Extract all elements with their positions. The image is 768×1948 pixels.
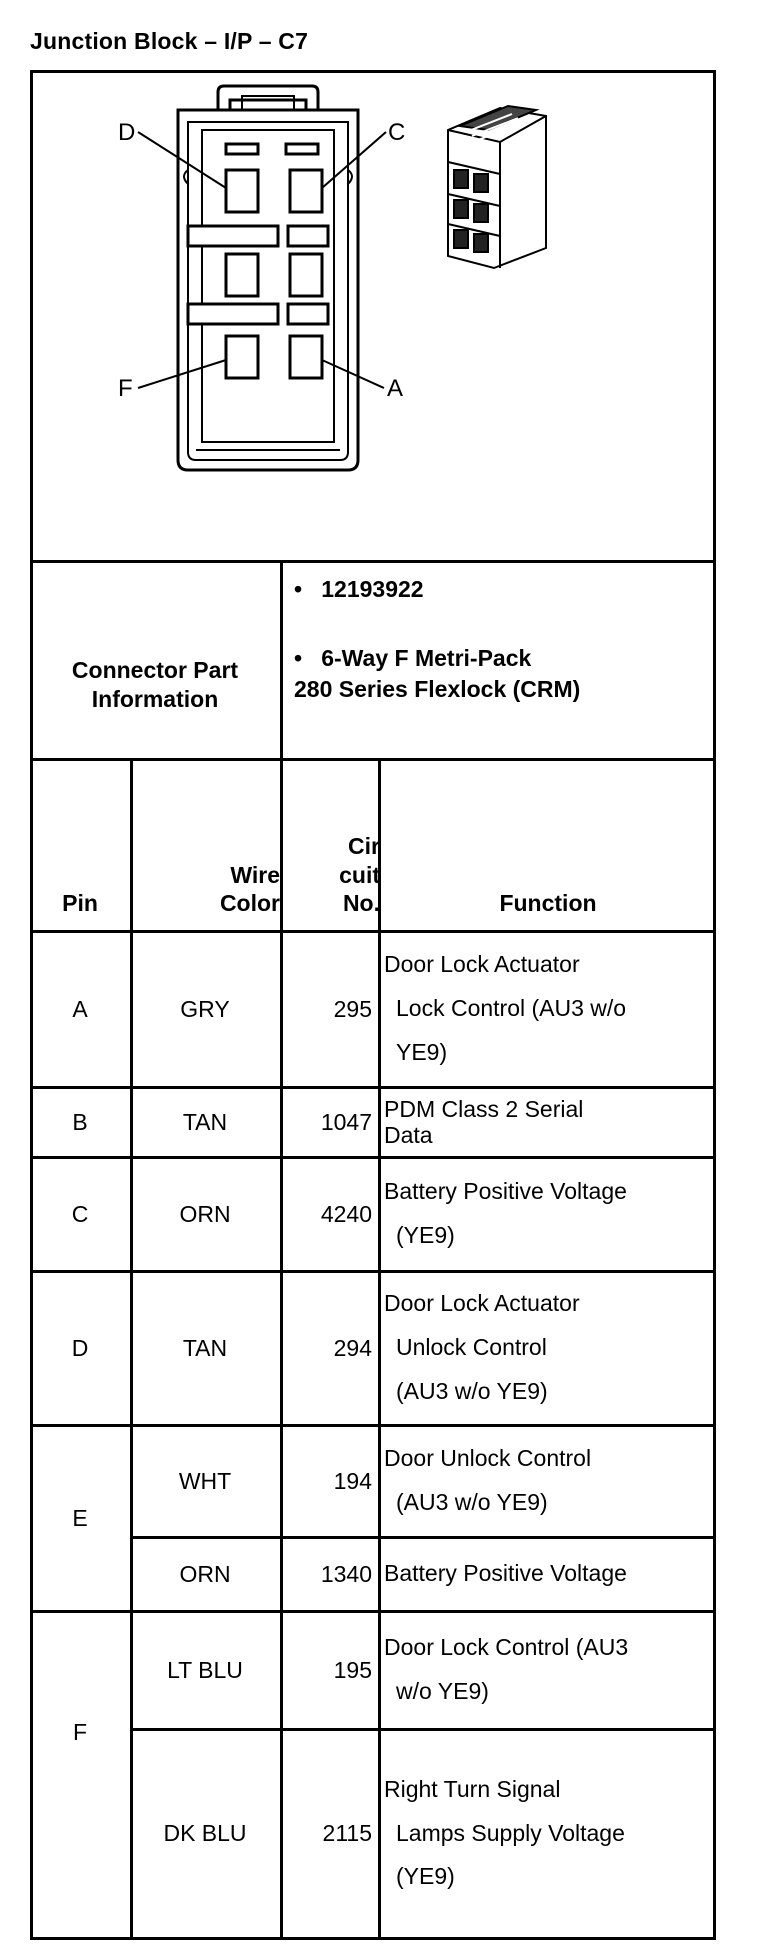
cavity-f [226,336,258,378]
function-cell [380,1426,716,1536]
wire-color-cell: TAN [182,1108,228,1135]
function-line: w/o YE9) [396,1678,489,1704]
header-wire-line2: Color [219,890,280,917]
part-number-bullet [294,574,580,605]
cavity-c [290,170,322,212]
function-line: Battery Positive Voltage [384,1178,627,1205]
connector-3d-icon [448,106,546,268]
function-line: Data [384,1122,433,1148]
function-line: YE9) [396,1038,448,1065]
function-line: Door Lock Actuator [384,1290,580,1317]
cavity-d [226,170,258,212]
page-title: Junction Block – I/P – C7 [30,28,309,54]
function-line: Battery Positive Voltage [384,1560,627,1587]
function-line: Door Unlock Control [384,1445,592,1472]
cavity-e [226,254,258,296]
circuit-cell: 195 [333,1656,372,1683]
function-line: Lamps Supply Voltage [396,1819,625,1846]
function-line: Unlock Control [396,1334,547,1361]
pin-cell: C [71,1200,89,1227]
bullet-icon: • [294,576,303,602]
circuit-cell: 294 [333,1334,372,1361]
circuit-cell: 4240 [320,1200,372,1227]
function-line: Door Lock Actuator [384,951,580,978]
pin-cell: D [71,1334,89,1361]
function-cell [380,1730,716,1937]
function-line: (YE9) [396,1863,455,1890]
header-circuit-line3: No. [342,890,380,917]
circuit-cell: 1047 [320,1108,372,1135]
function-cell [380,1538,716,1610]
connector-part-info [294,574,580,705]
connector-face-outline [178,86,358,470]
bullet-icon: • [294,645,303,672]
pin-cell: E [72,1504,88,1531]
function-line: (AU3 w/o YE9) [396,1377,548,1404]
connector-info-label [30,630,280,740]
circuit-cell: 194 [333,1467,372,1494]
function-cell [380,1612,716,1728]
connector-diagram [30,70,716,562]
header-wire-color [130,760,280,930]
header-circuit-line2: cuit [339,861,380,888]
function-cell [380,1272,716,1424]
function-cell [380,932,716,1086]
pin-label-c: C [388,119,406,146]
cavity-a [290,336,322,378]
divider-diagram [30,560,716,563]
part-number: 12193922 [321,576,424,602]
circuit-cell: 1340 [320,1560,372,1587]
header-circuit-no [280,760,380,930]
pin-cell: B [72,1108,88,1135]
function-line: PDM Class 2 Serial [384,1095,584,1122]
wire-color-cell: ORN [179,1560,231,1587]
pin-label-d: D [118,119,136,146]
cavity-b [290,254,322,296]
wire-color-cell: TAN [182,1334,228,1361]
function-line: (AU3 w/o YE9) [396,1489,548,1515]
pin-cell: A [72,995,88,1022]
wire-color-cell: WHT [178,1467,232,1494]
header-circuit-line1: Cir [348,832,380,859]
pin-cell: F [72,1718,88,1745]
terminal-cavities [188,144,328,378]
pin-label-f: F [118,375,133,402]
pin-label-a: A [387,375,404,402]
header-wire-line1: Wire [230,861,280,888]
circuit-cell: 295 [333,995,372,1022]
divider-partinfo-col [280,560,283,760]
connector-sheet [30,70,716,1940]
connector-info-label-line2: Information [91,686,219,712]
function-cell [380,1158,716,1270]
part-desc-line1: 6-Way F Metri-Pack [321,645,532,672]
function-line: (YE9) [396,1222,455,1248]
header-pin: Pin [62,890,98,917]
wire-color-cell: GRY [180,995,230,1022]
part-desc-line2: 280 Series Flexlock (CRM) [294,676,581,703]
header-function: Function [499,890,597,917]
function-cell [380,1088,716,1156]
wire-color-cell: DK BLU [163,1820,247,1847]
circuit-cell: 2115 [322,1820,372,1847]
connector-info-label-line1: Connector Part [71,657,239,684]
wire-color-cell: LT BLU [167,1656,243,1683]
part-desc-bullet [294,643,580,674]
wire-color-cell: ORN [179,1200,231,1227]
function-line: Door Lock Control (AU3 [384,1634,629,1661]
function-line: Right Turn Signal [384,1775,561,1802]
function-line: Lock Control (AU3 w/o [396,995,627,1022]
